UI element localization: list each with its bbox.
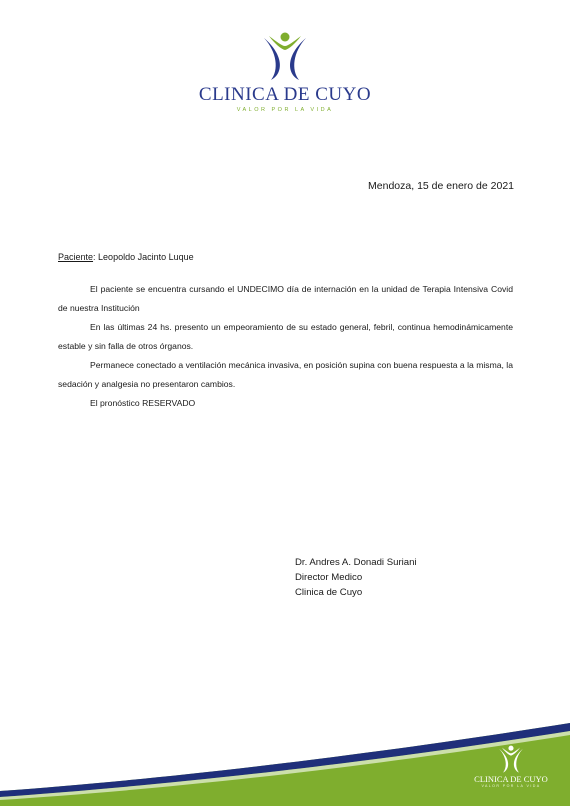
header-logo	[0, 30, 570, 113]
paragraph-2: En las últimas 24 hs. presento un empeoramiento de su estado general, febril, continua hemodinámicamente estable y sin falla de otros órganos.	[58, 322, 513, 351]
patient-line	[58, 252, 194, 262]
signer-institution: Clinica de Cuyo	[295, 587, 363, 598]
paragraph-3: Permanece conectado a ventilación mecánica invasiva, en posición supina con buena respuesta a la misma, la sedación y analgesia no presentaron cambios.	[58, 360, 513, 389]
footer-brand-tagline: VALOR POR LA VIDA	[481, 784, 541, 788]
paragraph-4: El pronóstico RESERVADO	[90, 398, 196, 408]
patient-separator: :	[93, 252, 96, 262]
footer-banner	[0, 711, 570, 806]
clinic-emblem-icon	[255, 30, 315, 82]
footer-emblem-icon	[494, 744, 528, 774]
footer-logo	[466, 744, 556, 788]
letter-body	[58, 280, 513, 413]
patient-name: Leopoldo Jacinto Luque	[95, 252, 194, 262]
letter-date: Mendoza, 15 de enero de 2021	[368, 180, 514, 192]
brand-name: CLINICA DE CUYO	[198, 84, 372, 105]
footer-brand-name: CLINICA DE CUYO	[474, 774, 548, 784]
paragraph-1: El paciente se encuentra cursando el UNDECIMO día de internación en la unidad de Terapia Intensiva Covid de nuestra Institución	[58, 284, 513, 313]
patient-label: Paciente	[58, 252, 94, 262]
signer-title: Director Medico	[295, 572, 363, 583]
brand-tagline: VALOR POR LA VIDA	[236, 107, 334, 113]
signer-name: Dr. Andres A. Donadi Suriani	[295, 557, 417, 568]
signature-block	[295, 555, 417, 600]
